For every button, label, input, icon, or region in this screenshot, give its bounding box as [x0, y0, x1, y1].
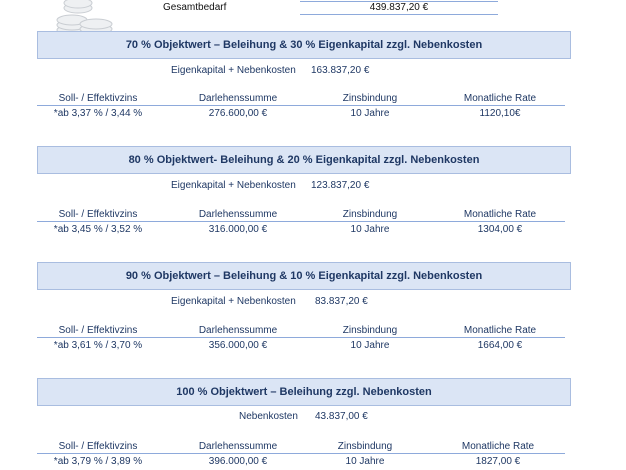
header-divider: [37, 105, 565, 106]
section-3-monthly: 1664,00 €: [477, 340, 523, 351]
column-header-loan: Darlehenssumme: [198, 441, 278, 452]
section-3-equity-value: 83.837,20 €: [315, 296, 368, 307]
section-1-title: 70 % Objektwert – Beleihung & 30 % Eigenkapital zzgl. Nebenkosten: [37, 31, 571, 59]
column-header-rate: Soll- / Effektivzins: [58, 441, 138, 452]
section-4-loan: 396.000,00 €: [208, 456, 268, 467]
section-3-loan: 356.000,00 €: [208, 340, 268, 351]
section-4-equity-value: 43.837,00 €: [315, 411, 368, 422]
section-4-equity-label: Nebenkosten: [239, 411, 298, 422]
header-divider: [37, 337, 565, 338]
section-2-rate: *ab 3,45 % / 3,52 %: [53, 224, 143, 235]
section-1-equity-value: 163.837,20 €: [311, 65, 370, 76]
column-header-monthly: Monatliche Rate: [463, 325, 537, 336]
column-header-fixed: Zinsbindung: [342, 209, 398, 220]
total-need-label: Gesamtbedarf: [163, 2, 227, 13]
section-1-rate: *ab 3,37 % / 3,44 %: [53, 108, 143, 119]
column-header-loan: Darlehenssumme: [198, 93, 278, 104]
column-header-monthly: Monatliche Rate: [461, 441, 535, 452]
header-divider: [37, 453, 565, 454]
section-3-rate: *ab 3,61 % / 3,70 %: [53, 340, 143, 351]
total-need-value: 439.837,20 €: [369, 2, 429, 13]
section-1-fixed: 10 Jahre: [350, 108, 390, 119]
section-3-equity-label: Eigenkapital + Nebenkosten: [171, 296, 296, 307]
section-1-loan: 276.600,00 €: [208, 108, 268, 119]
section-2-equity-label: Eigenkapital + Nebenkosten: [171, 180, 296, 191]
section-4-monthly: 1827,00 €: [475, 456, 521, 467]
column-header-fixed: Zinsbindung: [342, 93, 398, 104]
column-header-loan: Darlehenssumme: [198, 325, 278, 336]
section-2-monthly: 1304,00 €: [477, 224, 523, 235]
column-header-monthly: Monatliche Rate: [463, 209, 537, 220]
section-2-equity-value: 123.837,20 €: [311, 180, 370, 191]
section-3-title: 90 % Objektwert – Beleihung & 10 % Eigenkapital zzgl. Nebenkosten: [37, 262, 571, 290]
column-header-loan: Darlehenssumme: [198, 209, 278, 220]
section-3-fixed: 10 Jahre: [350, 340, 390, 351]
section-2-title: 80 % Objektwert- Beleihung & 20 % Eigenkapital zzgl. Nebenkosten: [37, 146, 571, 174]
section-1-equity-label: Eigenkapital + Nebenkosten: [171, 65, 296, 76]
divider: [300, 14, 498, 15]
column-header-rate: Soll- / Effektivzins: [58, 209, 138, 220]
section-4-fixed: 10 Jahre: [345, 456, 385, 467]
column-header-monthly: Monatliche Rate: [463, 93, 537, 104]
column-header-rate: Soll- / Effektivzins: [58, 325, 138, 336]
header-divider: [37, 221, 565, 222]
section-4-title: 100 % Objektwert – Beleihung zzgl. Nebenkosten: [37, 378, 571, 406]
section-2-fixed: 10 Jahre: [350, 224, 390, 235]
column-header-fixed: Zinsbindung: [337, 441, 393, 452]
section-4-rate: *ab 3,79 % / 3,89 %: [53, 456, 143, 467]
column-header-rate: Soll- / Effektivzins: [58, 93, 138, 104]
section-2-loan: 316.000,00 €: [208, 224, 268, 235]
section-1-monthly: 1120,10€: [479, 108, 521, 119]
column-header-fixed: Zinsbindung: [342, 325, 398, 336]
